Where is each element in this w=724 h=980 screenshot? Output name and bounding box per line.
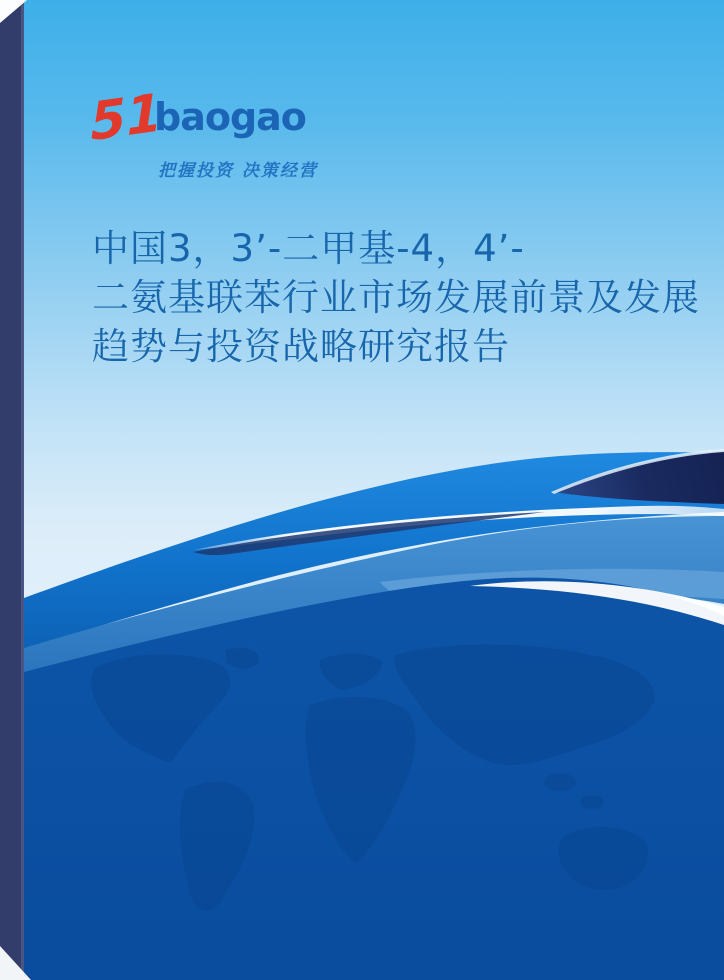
logo-tagline: 把握投资 决策经营 [158,161,318,181]
logo-51-mark: 51 [89,82,164,154]
brand-logo [89,82,350,181]
title-line-1: 中国3，3’-二甲基-4，4’- [92,227,525,270]
title-line-3: 趋势与投资战略研究报告 [92,325,510,368]
report-title [92,224,700,371]
logo-row [89,82,350,154]
title-line-2: 二氨基联苯行业市场发展前景及发展 [92,276,700,319]
logo-wordmark: baogao [154,95,306,139]
